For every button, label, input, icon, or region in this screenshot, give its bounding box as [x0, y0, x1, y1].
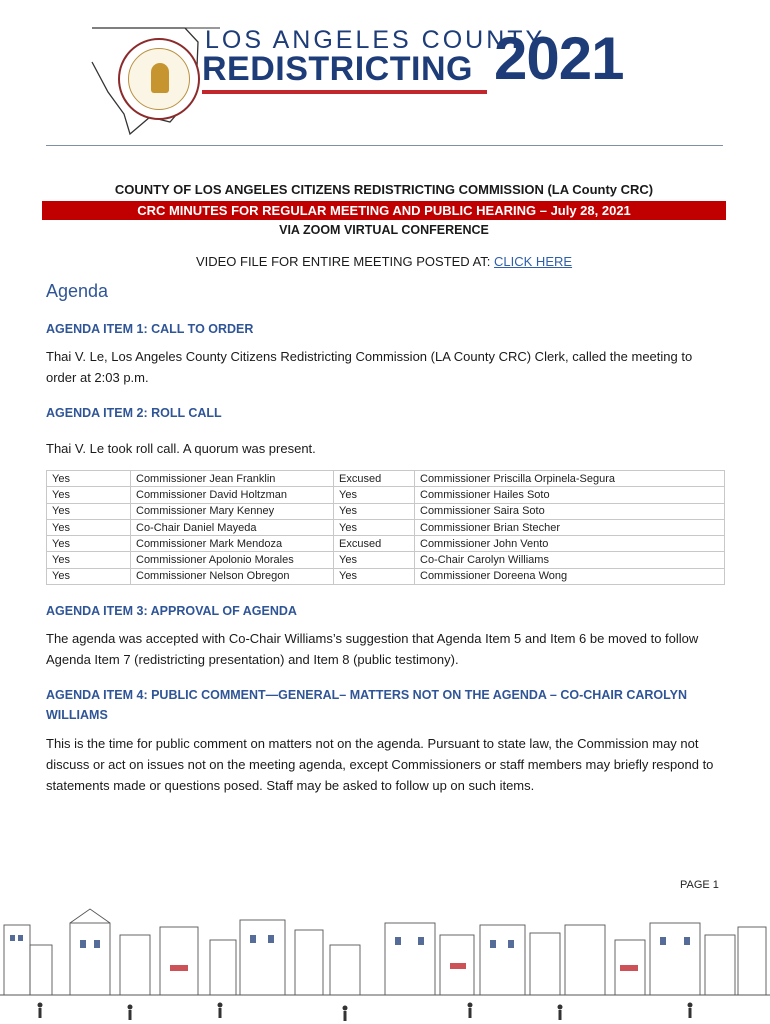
item2-heading: AGENDA ITEM 2: ROLL CALL	[46, 406, 222, 420]
roll-vote-left: Yes	[47, 536, 131, 552]
roll-member-right: Commissioner Brian Stecher	[415, 519, 725, 535]
minutes-banner: CRC MINUTES FOR REGULAR MEETING AND PUBLIC HEARING – July 28, 2021	[42, 201, 726, 220]
video-line	[42, 254, 726, 269]
roll-vote-right: Excused	[334, 536, 415, 552]
roll-vote-right: Yes	[334, 503, 415, 519]
roll-member-left: Commissioner David Holtzman	[131, 487, 334, 503]
header-divider	[46, 145, 723, 146]
roll-call-table	[46, 470, 725, 585]
county-seal-icon	[118, 38, 200, 120]
item3-text: The agenda was accepted with Co-Chair Williams’s suggestion that Agenda Item 5 and Item 6 be moved to follow Agenda Item 7 (redistricting presentation) and Item 8 (public testimony).	[46, 631, 699, 667]
roll-member-right: Commissioner Hailes Soto	[415, 487, 725, 503]
roll-call-row	[47, 519, 725, 535]
commission-title: COUNTY OF LOS ANGELES CITIZENS REDISTRICTING COMMISSION (LA County CRC)	[114, 182, 654, 197]
item1-heading: AGENDA ITEM 1: CALL TO ORDER	[46, 322, 254, 336]
roll-member-right: Commissioner Priscilla Orpinela-Segura	[415, 471, 725, 487]
logo-underline	[202, 90, 487, 94]
video-link[interactable]: CLICK HERE	[494, 254, 573, 269]
roll-call-row	[47, 552, 725, 568]
item1-text: Thai V. Le, Los Angeles County Citizens Redistricting Commission (LA County CRC) Clerk, called the meeting to order at 2:03 p.m.	[46, 349, 693, 385]
roll-call-row	[47, 536, 725, 552]
roll-vote-left: Yes	[47, 503, 131, 519]
venue-line: VIA ZOOM VIRTUAL CONFERENCE	[279, 223, 489, 237]
roll-call-row	[47, 503, 725, 519]
roll-member-left: Commissioner Mark Mendoza	[131, 536, 334, 552]
roll-vote-right: Yes	[334, 568, 415, 584]
logo-year-text: 2021	[494, 25, 624, 92]
city-street-illustration	[0, 905, 770, 1024]
roll-call-row	[47, 471, 725, 487]
roll-vote-right: Yes	[334, 519, 415, 535]
roll-member-left: Commissioner Nelson Obregon	[131, 568, 334, 584]
roll-vote-right: Yes	[334, 487, 415, 503]
item4-text: This is the time for public comment on matters not on the agenda. Pursuant to state law, the Commission may not discuss or act on issues not on the meeting agenda, except Commissioners or staff members may briefly respond to statements made or questions posed. Staff may be asked to follow up on such items.	[46, 736, 714, 793]
roll-vote-left: Yes	[47, 487, 131, 503]
roll-vote-left: Yes	[47, 471, 131, 487]
item2-text: Thai V. Le took roll call. A quorum was present.	[46, 441, 316, 456]
roll-member-left: Commissioner Jean Franklin	[131, 471, 334, 487]
roll-vote-left: Yes	[47, 552, 131, 568]
item4-heading: AGENDA ITEM 4: PUBLIC COMMENT—GENERAL– MATTERS NOT ON THE AGENDA – CO-CHAIR CAROLYN WILLIAMS	[46, 688, 687, 722]
agenda-heading: Agenda	[46, 281, 109, 301]
item3-heading: AGENDA ITEM 3: APPROVAL OF AGENDA	[46, 604, 297, 618]
roll-call-row	[47, 487, 725, 503]
video-prefix: VIDEO FILE FOR ENTIRE MEETING POSTED AT:	[195, 254, 495, 269]
logo-county-text: LOS ANGELES COUNTY	[205, 26, 546, 54]
roll-member-right: Co-Chair Carolyn Williams	[415, 552, 725, 568]
roll-member-left: Co-Chair Daniel Mayeda	[131, 519, 334, 535]
roll-member-right: Commissioner John Vento	[415, 536, 725, 552]
roll-vote-left: Yes	[47, 568, 131, 584]
roll-member-left: Commissioner Mary Kenney	[131, 503, 334, 519]
roll-vote-left: Yes	[47, 519, 131, 535]
roll-member-right: Commissioner Doreena Wong	[415, 568, 725, 584]
roll-call-row	[47, 568, 725, 584]
redistricting-logo	[90, 22, 680, 142]
roll-vote-right: Excused	[334, 471, 415, 487]
roll-member-left: Commissioner Apolonio Morales	[131, 552, 334, 568]
logo-redistricting-text: REDISTRICTING	[202, 50, 473, 88]
roll-member-right: Commissioner Saira Soto	[415, 503, 725, 519]
roll-vote-right: Yes	[334, 552, 415, 568]
page-number: PAGE 1	[680, 879, 719, 891]
